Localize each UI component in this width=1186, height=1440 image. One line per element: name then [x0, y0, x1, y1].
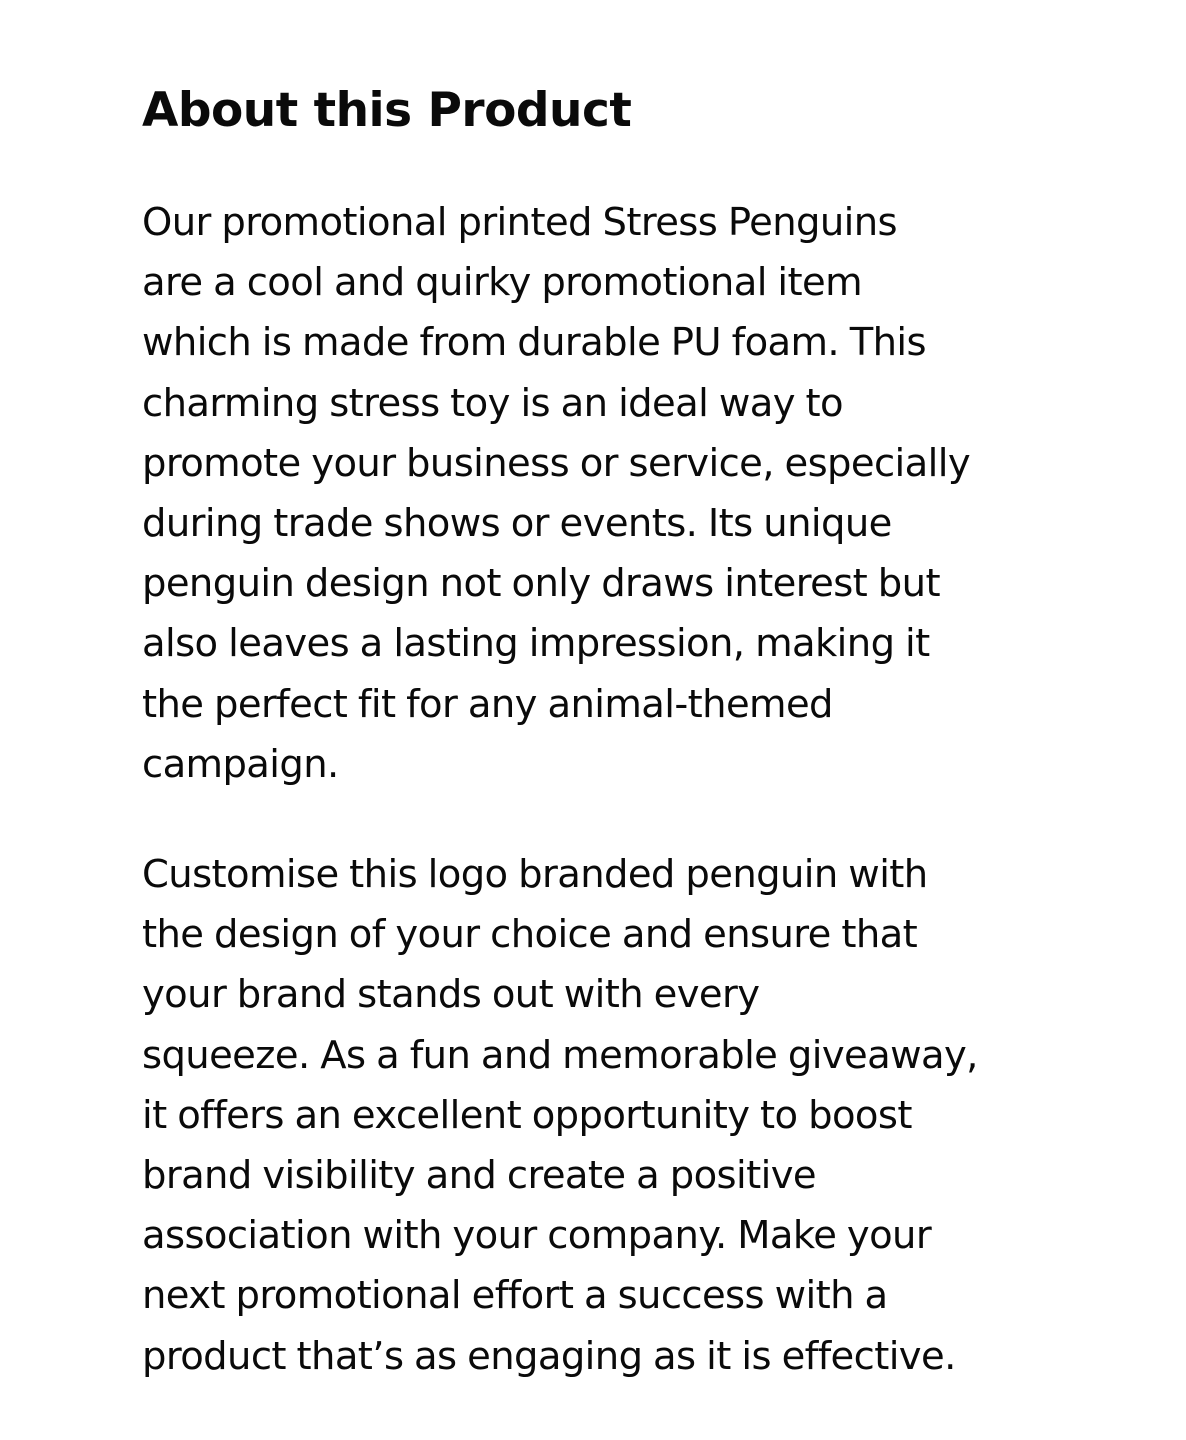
text-line: product that’s as engaging as it is effective.: [142, 1333, 956, 1379]
text-line: are a cool and quirky promotional item: [142, 260, 863, 306]
text-line: the perfect fit for any animal-themed: [142, 681, 833, 727]
text-line: promote your business or service, especially: [142, 440, 971, 486]
section-title: About this Product: [142, 83, 632, 138]
text-line: the design of your choice and ensure that: [142, 912, 918, 958]
text-line: during trade shows or events. Its unique: [142, 501, 892, 547]
text-line: charming stress toy is an ideal way to: [142, 380, 843, 426]
description-paragraph-2: [142, 845, 978, 1387]
text-line: also leaves a lasting impression, making it: [142, 621, 930, 667]
text-line: which is made from durable PU foam. This: [142, 320, 926, 366]
text-line: association with your company. Make your: [142, 1213, 932, 1259]
text-line: it offers an excellent opportunity to boost: [142, 1092, 912, 1138]
text-line: campaign.: [142, 741, 339, 787]
text-line: Customise this logo branded penguin with: [142, 852, 928, 897]
text-line: brand visibility and create a positive: [142, 1153, 816, 1199]
text-line: penguin design not only draws interest but: [142, 561, 940, 607]
text-line: your brand stands out with every: [142, 972, 760, 1018]
text-line: Our promotional printed Stress Penguins: [142, 200, 897, 245]
text-line: next promotional effort a success with a: [142, 1273, 888, 1319]
text-line: squeeze. As a fun and memorable giveaway,: [142, 1032, 978, 1078]
description-paragraph-1: [142, 193, 970, 795]
